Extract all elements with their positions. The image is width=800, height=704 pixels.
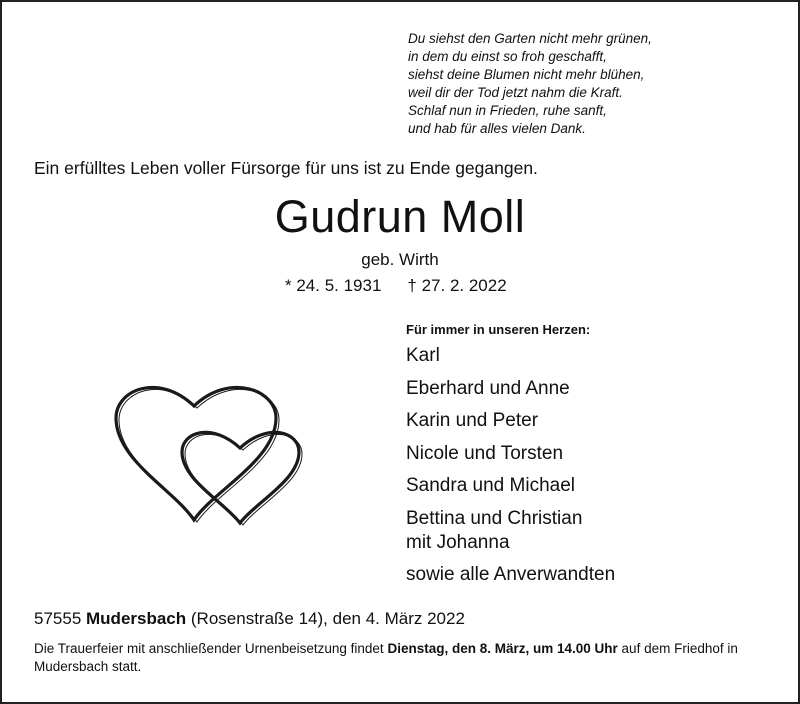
memorial-poem	[408, 30, 652, 138]
intro-text: Ein erfülltes Leben voller Fürsorge für uns ist zu Ende gegangen.	[34, 158, 538, 178]
poem-line: siehst deine Blumen nicht mehr blühen,	[408, 67, 645, 82]
mourner-item: Karin und Peter	[406, 410, 539, 431]
mourner-item: sowie alle Anverwandten	[406, 564, 616, 585]
deceased-name: Gudrun Moll	[274, 191, 526, 242]
address-date: (Rosenstraße 14), den 4. März 2022	[190, 609, 465, 628]
mourners-list	[406, 344, 615, 587]
maiden-name: geb. Wirth	[361, 250, 439, 269]
funeral-text-after: auf dem Friedhof in Mudersbach statt.	[34, 641, 738, 674]
poem-line: Schlaf nun in Frieden, ruhe sanft,	[408, 103, 607, 118]
mourner-item: Nicole und Torsten	[406, 442, 564, 464]
death-date: † 27. 2. 2022	[407, 276, 507, 295]
town-name: Mudersbach	[86, 609, 187, 628]
funeral-notice	[34, 640, 774, 676]
mourner-item: Eberhard und Anne	[406, 377, 570, 399]
mourner-item: Sandra und Michael	[406, 475, 575, 496]
poem-line: weil dir der Tod jetzt nahm die Kraft.	[408, 85, 623, 100]
poem-line: und hab für alles vielen Dank.	[408, 121, 586, 136]
poem-line: in dem du einst so froh geschafft,	[408, 49, 607, 64]
place-and-date	[34, 609, 465, 629]
mourner-item: mit Johanna	[406, 531, 510, 553]
mourners-heading: Für immer in unseren Herzen:	[406, 322, 591, 337]
mourner-item: Bettina und Christian	[406, 507, 583, 529]
zip-code: 57555	[34, 609, 82, 628]
birth-date: * 24. 5. 1931	[285, 276, 382, 295]
two-interlocking-hearts-icon	[108, 380, 308, 530]
mourner-item: Karl	[406, 345, 440, 366]
poem-line: Du siehst den Garten nicht mehr grünen,	[408, 31, 652, 46]
funeral-text-before: Die Trauerfeier mit anschließender Urnenbeisetzung findet	[34, 641, 384, 656]
funeral-datetime: Dienstag, den 8. März, um 14.00 Uhr	[387, 641, 618, 656]
life-dates	[285, 276, 507, 296]
